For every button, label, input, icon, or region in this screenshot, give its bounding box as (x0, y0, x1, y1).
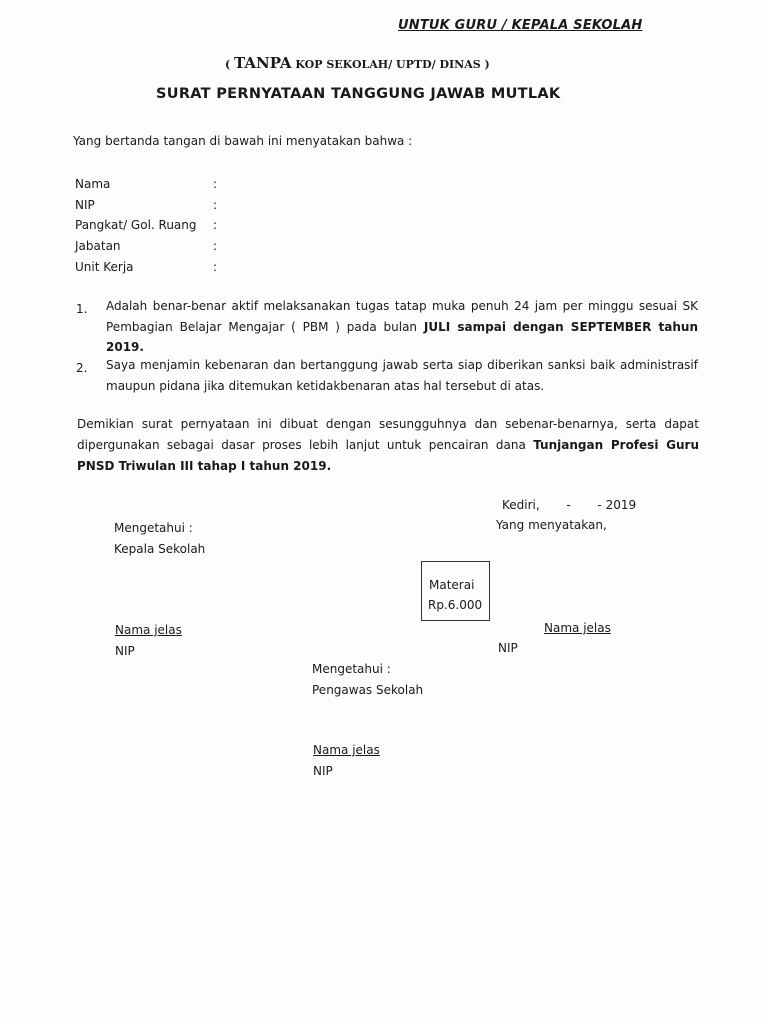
field-colon-nip: : (213, 198, 218, 212)
statement-text-1 (106, 296, 698, 358)
center-signer-role: Pengawas Sekolah (312, 683, 424, 697)
closing-text-normal: Demikian surat pernyataan ini dibuat dengan sesungguhnya dan sebenar-benarnya, serta dapat dipergunakan sebagai dasar proses lebih lanjut untuk pencairan dana (77, 417, 699, 452)
place-date: Kediri, - - 2019 (502, 498, 637, 512)
duty-stamp-label: Materai (429, 578, 475, 592)
center-acknowledge-label: Mengetahui : (312, 662, 391, 676)
field-colon-unit-kerja: : (213, 260, 218, 274)
statement-text-2 (106, 355, 698, 396)
field-colon-jabatan: : (213, 239, 218, 253)
field-label-nama: Nama (75, 177, 111, 191)
left-acknowledge-label: Mengetahui : (114, 521, 193, 535)
left-signer-nip: NIP (115, 644, 135, 658)
declarant-label: Yang menyatakan, (496, 518, 607, 532)
field-label-nip: NIP (75, 198, 95, 212)
right-signer-name: Nama jelas (544, 621, 611, 635)
field-label-jabatan: Jabatan (75, 239, 121, 253)
center-signer-name: Nama jelas (313, 743, 380, 757)
letterhead-note (225, 54, 490, 72)
left-signer-role: Kepala Sekolah (114, 542, 206, 556)
closing-text-bold: Tunjangan Profesi Guru PNSD Triwulan III tahap I tahun 2019. (77, 438, 700, 473)
intro-sentence: Yang bertanda tangan di bawah ini menyatakan bahwa : (73, 134, 413, 148)
center-signer-nip: NIP (313, 764, 333, 778)
letterhead-note-rest: KOP SEKOLAH/ UPTD/ DINAS ) (291, 58, 490, 71)
closing-paragraph (77, 414, 699, 477)
statement-text-2-normal: Saya menjamin kebenaran dan bertanggung jawab serta siap diberikan sanksi baik administrasif maupun pidana jika ditemukan ketidakbenaran atas hal tersebut di atas. (106, 358, 698, 393)
statement-text-1-bold: JULI sampai dengan SEPTEMBER tahun 2019. (106, 319, 699, 354)
duty-stamp-value: Rp.6.000 (428, 598, 483, 612)
document-audience-tag: UNTUK GURU / KEPALA SEKOLAH (398, 18, 643, 33)
statement-text-1-normal: Adalah benar-benar aktif melaksanakan tugas tatap muka penuh 24 jam per minggu sesuai SK Pembagian Belajar Mengajar ( PBM ) pada bulan (106, 299, 698, 334)
letterhead-note-open: ( (225, 58, 235, 71)
document-title: SURAT PERNYATAAN TANGGUNG JAWAB MUTLAK (156, 86, 561, 102)
statement-number-1: 1. (76, 302, 88, 316)
letterhead-note-emphasis: TANPA (234, 54, 292, 72)
field-colon-nama: : (213, 177, 218, 191)
right-signer-nip: NIP (498, 641, 518, 655)
statement-number-2: 2. (76, 361, 88, 375)
field-label-pangkat: Pangkat/ Gol. Ruang (75, 218, 197, 232)
field-colon-pangkat: : (213, 218, 218, 232)
field-label-unit-kerja: Unit Kerja (75, 260, 134, 274)
left-signer-name: Nama jelas (115, 623, 182, 637)
